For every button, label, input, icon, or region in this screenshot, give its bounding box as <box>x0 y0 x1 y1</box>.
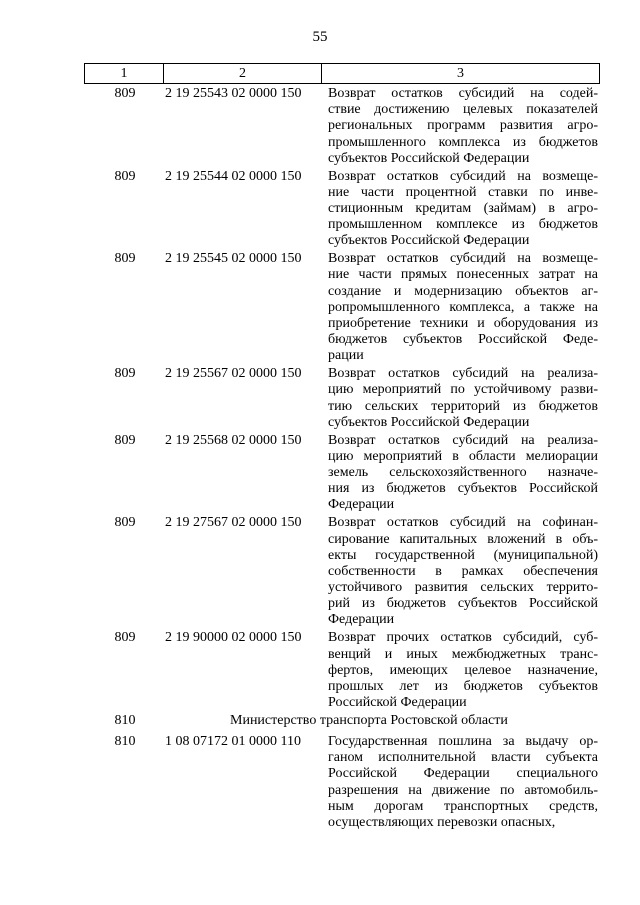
income-description <box>328 366 598 431</box>
description-line: Государственная пошлина за выдачу ор- <box>328 733 598 749</box>
description-line: прошлых лет из бюджетов субъектов <box>328 678 598 694</box>
description-line: рации <box>328 348 364 364</box>
description-line: фертов, имеющих целевое назначение, <box>328 662 598 678</box>
income-description <box>328 630 598 711</box>
table-row <box>0 169 640 250</box>
table-row <box>0 734 640 831</box>
description-line: собственности в рамках обеспечения <box>328 563 598 579</box>
budget-classification-code: 2 19 25543 02 0000 150 <box>165 86 302 101</box>
description-line: субъектов Российской Федерации <box>328 233 530 249</box>
budget-classification-code: 2 19 90000 02 0000 150 <box>165 630 302 646</box>
description-line: промышленном комплексе из бюджетов <box>328 217 598 233</box>
admin-code: 809 <box>114 515 136 531</box>
description-line: осуществляющих перевозки опасных, <box>328 814 556 830</box>
admin-code: 810 <box>114 712 136 728</box>
description-line: тию сельских территорий из бюджетов <box>328 398 598 414</box>
budget-classification-code: 2 19 25544 02 0000 150 <box>165 168 302 184</box>
description-line: венций и иных межбюджетных транс- <box>328 646 598 662</box>
income-description <box>328 515 598 628</box>
description-line: Возврат остатков субсидий на реализа- <box>328 366 598 382</box>
description-line: Российской Федерации <box>328 695 467 711</box>
description-line: ние части процентной ставки по инве- <box>328 184 598 200</box>
description-line: сирование капитальных вложений в объ- <box>328 531 598 547</box>
description-line: ние части прямых понесенных затрат на <box>328 267 598 283</box>
income-description <box>328 433 598 514</box>
admin-code: 809 <box>114 630 136 646</box>
income-description <box>328 251 598 364</box>
description-line: ния из бюджетов субъектов Российской <box>328 481 598 497</box>
description-line: рий из бюджетов субъектов Российской <box>328 596 598 612</box>
budget-classification-code: 2 19 25567 02 0000 150 <box>165 366 302 382</box>
ministry-title: Министерство транспорта Ростовской области <box>230 712 508 728</box>
description-line: субъектов Российской Федерации <box>328 150 530 166</box>
description-line: Федерации <box>328 612 395 628</box>
budget-classification-code: 2 19 27567 02 0000 150 <box>165 515 302 531</box>
table-row <box>0 366 640 431</box>
table-row <box>0 433 640 514</box>
description-line: Федерации <box>328 497 395 513</box>
description-line: Возврат остатков субсидий на содей- <box>328 86 598 101</box>
admin-code: 809 <box>114 432 136 448</box>
admin-code: 809 <box>114 251 136 267</box>
description-line: субъектов Российской Федерации <box>328 414 530 430</box>
table-row <box>0 251 640 364</box>
admin-code: 810 <box>114 733 136 749</box>
ministry-row <box>0 713 640 731</box>
budget-classification-code: 2 19 25545 02 0000 150 <box>165 251 302 267</box>
description-line: приобретение техники и оборудования из <box>328 316 598 331</box>
description-line: ствие достижению целевых показателей <box>328 102 598 118</box>
admin-code: 809 <box>114 366 136 382</box>
description-line: ганом исполнительной власти субъекта <box>328 750 598 766</box>
table-header <box>84 63 600 84</box>
admin-code: 809 <box>114 168 136 184</box>
income-description <box>328 734 598 831</box>
description-line: ным дорогам транспортных средств, <box>328 798 598 814</box>
description-line: промышленного комплекса из бюджетов <box>328 134 598 150</box>
income-description <box>328 169 598 250</box>
description-line: Возврат прочих остатков субсидий, суб- <box>328 630 598 646</box>
description-line: ропромышленного комплекса, а также на <box>328 299 598 315</box>
column-header-2: 2 <box>164 64 322 83</box>
table-row <box>0 86 640 167</box>
income-description <box>328 86 598 167</box>
page-number: 55 <box>312 29 328 45</box>
description-line: земель сельскохозяйственного назначе- <box>328 465 598 481</box>
description-line: региональных программ развития агро- <box>328 118 598 134</box>
description-line: устойчивого развития сельских террито- <box>328 580 598 596</box>
table-row <box>0 630 640 711</box>
description-line: Возврат остатков субсидий на возмеще- <box>328 251 598 267</box>
description-line: цию мероприятий в области мелиорации <box>328 448 598 464</box>
description-line: разрешения на движение по автомобиль- <box>328 782 598 798</box>
table-body <box>0 86 640 833</box>
column-header-1: 1 <box>85 64 164 83</box>
description-line: Возврат остатков субсидий на реализа- <box>328 432 598 448</box>
budget-classification-code: 1 08 07172 01 0000 110 <box>165 733 301 749</box>
budget-classification-code: 2 19 25568 02 0000 150 <box>165 432 302 448</box>
description-line: бюджетов субъектов Российской Феде- <box>328 332 598 348</box>
description-line: Российской Федерации специального <box>328 766 598 782</box>
admin-code: 809 <box>114 86 136 101</box>
description-line: Возврат остатков субсидий на возмеще- <box>328 168 598 184</box>
description-line: цию мероприятий по устойчивому разви- <box>328 382 598 398</box>
column-header-3: 3 <box>457 65 464 81</box>
description-line: стиционным кредитам (займам) в агро- <box>328 201 598 216</box>
description-line: создание и модернизацию объектов аг- <box>328 283 598 299</box>
description-line: екты государственной (муниципальной) <box>328 547 598 563</box>
description-line: Возврат остатков субсидий на софинан- <box>328 515 598 531</box>
table-row <box>0 515 640 628</box>
